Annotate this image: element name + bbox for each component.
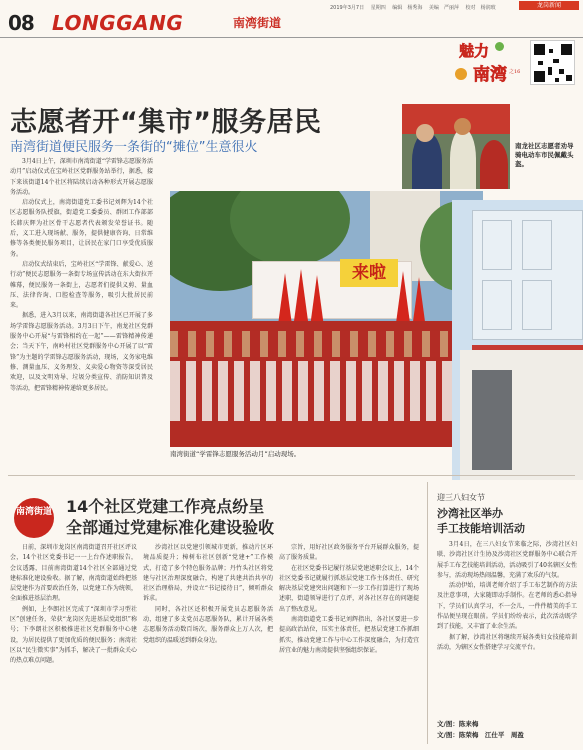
second-headline-line1: 14个社区党建工作亮点纷呈 — [66, 497, 265, 516]
second-article-col1 — [10, 543, 137, 748]
sidebar-headline — [437, 506, 525, 536]
paragraph: 启动仪式结束后，宝岭社区“学雷锋、献爱心、送行动”便民志愿服务一条街专场宣传活动在东大街拉开帷幕，便民服务一条街上，志愿者们提供义剪、量血压、法律咨询、口腔检查等服务，吸引大批居民前来。 — [10, 260, 153, 310]
main-subhead: 南湾街道便民服务一条街的“摊位”生意很火 — [10, 140, 258, 155]
meta-label-editor: 编辑 — [392, 5, 403, 11]
page-header — [0, 0, 583, 38]
sidebar-kicker: 迎三八妇女节 — [437, 493, 485, 502]
meta-designer: 严丽萍 — [443, 5, 459, 11]
issue-date: 2019年3月7日 — [330, 5, 365, 11]
paragraph: 沙湾社区以党建引领城市更新，推动片区环境品质提升；樟树布社区创新“党建+”工作模式，打造了多个特色服务品牌；丹竹头社区将党建与社区治理深度融合，构建了共建共治共享的社区治理格局，并设立“书记接待日”，倾听群众诉求。 — [143, 544, 273, 603]
photo-volunteer-helmet — [402, 104, 510, 189]
column-badge-line2: 南湾 — [473, 65, 507, 85]
byline-line1: 文/图：陈来梅 — [437, 720, 479, 728]
qr-code-icon — [530, 40, 575, 85]
paragraph: 活动伊始，培训老师介绍了手工布艺制作的方法及注意事项，大家随即动手制作。在老师的悉心指导下，学员们认真学习，不一会儿，一件件精美的手工作品便呈现在眼前。学员们纷纷表示，此次活动既学到了技能，又丰富了业余生活。 — [437, 582, 577, 631]
issue-meta — [330, 4, 501, 11]
sidebar-byline — [437, 719, 524, 741]
meta-proofreader: 杨润玻 — [480, 5, 496, 11]
paragraph: 启动仪式上，南湾街道党工委书记刘辉为14个社区志愿服务队授旗，街道党工委委员、群团工作部部长韩庆辉为社区骨干志愿者代表颁发荣誉证书。随后，义工进入现场献、服务，提供健康咨询、日常维修等各类便民服务项目，让居民在家门口享受优质服务。 — [10, 199, 153, 258]
second-article-col2 — [143, 543, 273, 748]
photo2-caption: 南湾街道“学雷锋志愿服务活动月”启动现场。 — [170, 450, 301, 458]
section-badge: 南湾街道 — [14, 498, 54, 538]
paragraph: 在社区党委书记履行基层党建述职会议上，14个社区党委书记就履行抓基层党建工作主体责任、研究解决基层党建突出问题和下一步工作打算进行了现场述职，街道领导进行了点评，对各社区存在的问题提出了整改意见。 — [279, 564, 419, 613]
newspaper-logo: 龙岗新闻 — [519, 1, 579, 10]
second-headline — [66, 496, 274, 538]
page-number: 08 — [8, 11, 34, 35]
column-divider — [427, 482, 428, 744]
main-article-body — [10, 157, 153, 439]
paragraph: 3月4日上午，深圳市南湾街道“学雷锋志愿服务活动月”启动仪式在宝岭社区党群服务站举行，据悉，接下来该街道14个社区将陆续启动各种形式开展志愿服务活动。 — [10, 158, 153, 196]
second-headline-line2: 全部通过党建标准化建设验收 — [66, 518, 275, 537]
paragraph: 例如，上李朗社区完成了“深圳市学习型社区”创建任务，荣获“龙岗区先进基层党组织”称号；下李朗社区积极推进社区党群服务中心建设，为居民提供了更加优质的便民服务；南湾社区以“民生微实事”为抓手，解决了一批群众关心的热点难点问题。 — [10, 605, 137, 665]
column-badge-line1: 魅力 — [459, 42, 490, 60]
section-name: 南湾街道 — [233, 16, 282, 30]
second-article-col3 — [279, 543, 419, 748]
paragraph: 3月4日，在三八妇女节来临之际，沙湾社区妇联、沙湾社区计生协及沙湾社区党群服务中心联合开展手工布艺技能培训活动，活动吸引了40名辖区女性参与，活动现场热闹温馨，充满了欢乐的气氛。 — [437, 541, 577, 579]
sidebar-headline-line1: 沙湾社区举办 — [437, 507, 503, 520]
main-headline: 志愿者开“集市”服务居民 — [10, 107, 322, 138]
paragraph: 同时，各社区还积极开展党员志愿服务活动，组建了多支党员志愿服务队，累计开展各类志愿服务活动数百场次，服务群众上万人次，把党组织的温暖送到群众身边。 — [143, 605, 273, 644]
paragraph: 宗旨，用好社区政务服务平台开展群众服务，提高了服务质量。 — [279, 544, 419, 562]
paragraph: 南湾街道党工委书记刘辉指出，各社区要进一步提高政治站位，压实主体责任，把基层党建工作抓细抓实，推动党建工作与中心工作深度融合，为打造宜居宜业的魅力南湾提供坚强组织保证。 — [279, 616, 419, 654]
decor-bubble-icon — [495, 42, 504, 51]
issue-weekday: 星期四 — [370, 5, 386, 11]
photo-building — [452, 200, 583, 480]
sidebar-headline-line2: 手工技能培训活动 — [437, 522, 525, 535]
byline-line2: 文/图：陈荣梅 江仕平 周盈 — [437, 731, 524, 739]
column-badge — [455, 38, 521, 94]
paragraph: 日前，深圳市龙岗区南湾街道召开社区评议会，14个社区党委书记一一上台作述职报告，会议透露，目前南湾街道14个社区全部通过党建标准化建设验收。据了解，南湾街道始终把基层党建作为首要政治任务，以党建工作为统领，全面推进基层治理。 — [10, 544, 137, 603]
meta-label-proofreader: 校对 — [465, 5, 476, 11]
paragraph: 据了解，沙湾社区将继续开展各类妇女技能培训活动，为辖区女性搭建学习交流平台。 — [437, 633, 577, 651]
photo1-caption: 南龙社区志愿者劝导骑电动车市民佩戴头盔。 — [515, 142, 574, 168]
meta-label-designer: 美编 — [428, 5, 439, 11]
brand-title: LONGGANG — [52, 11, 184, 35]
column-badge-tail: 之16 — [509, 69, 521, 75]
meta-editor: 杨秀海 — [407, 5, 423, 11]
sidebar-article-body — [437, 540, 577, 726]
decor-bubble-icon — [455, 68, 467, 80]
paragraph: 据悉，进入3月以来，南湾街道各社区已开展了多场学雷锋志愿服务活动。3月3日下午，南龙社区党群服务中心开展“与雷锋相约在一起”——雷锋精神传递会；当天下午，南岭村社区党群服务中心开展了以“雷锋”为主题的学雷锋志愿服务活动，现场，义务家电维修、测量血压、义务理发、义卖爱心物资等深受居民欢迎，以及文明劝导、垃圾分类宣传、消防知识普及等活动，把雷锋精神传递给更多居民。 — [10, 312, 153, 392]
photo-launch-ceremony — [170, 191, 483, 447]
stage-banner: 来啦 — [340, 259, 398, 287]
section-divider — [8, 475, 575, 476]
